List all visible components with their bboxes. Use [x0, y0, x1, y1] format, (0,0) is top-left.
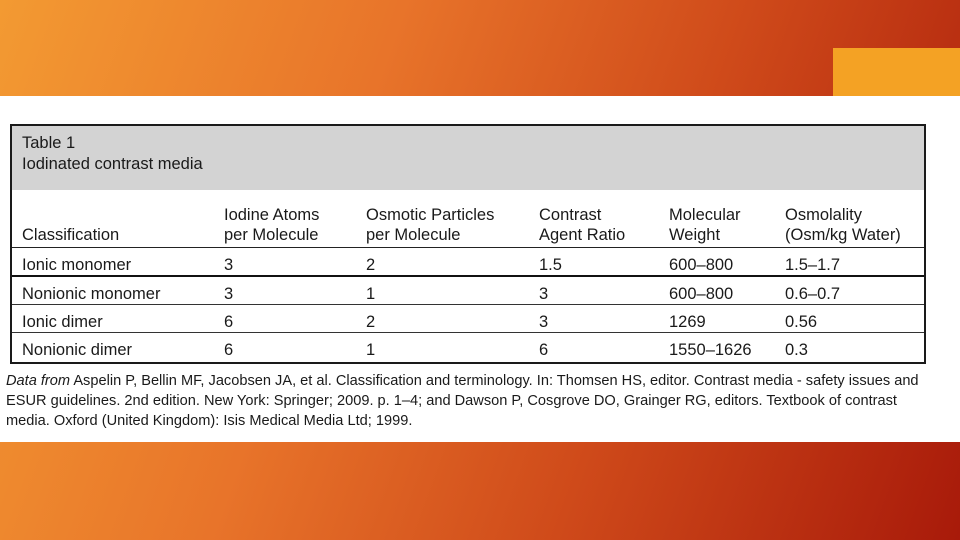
contrast-media-table	[10, 124, 926, 364]
cell-osmotic-particles: 2	[356, 248, 529, 277]
cell-classification: Nonionic monomer	[12, 276, 214, 305]
table-row	[12, 276, 924, 305]
cell-iodine-atoms: 3	[214, 276, 356, 305]
cell-contrast-ratio: 3	[529, 305, 659, 333]
header-row	[12, 190, 924, 248]
table-title: Iodinated contrast media	[22, 155, 203, 173]
header-contrast-ratio: Contrast Agent Ratio	[529, 190, 659, 248]
table-label: Table 1	[22, 134, 76, 152]
cell-contrast-ratio: 6	[539, 341, 549, 359]
header-osmotic-particles: Osmotic Particles per Molecule	[356, 190, 529, 248]
cell-molecular-weight: 600–800	[659, 276, 775, 305]
accent-block	[833, 48, 960, 96]
cell-classification: Ionic dimer	[12, 305, 214, 333]
header-iodine-atoms: Iodine Atoms per Molecule	[214, 190, 356, 248]
cell-iodine-atoms: 3	[214, 248, 356, 277]
header-classification: Classification	[12, 190, 214, 248]
cell-iodine-atoms: 6	[224, 341, 234, 359]
cell-osmotic-particles: 2	[356, 305, 529, 333]
cell-molecular-weight: 1550–1626	[669, 341, 752, 359]
cell-classification: Ionic monomer	[12, 248, 214, 277]
data-table	[12, 190, 924, 360]
cell-molecular-weight: 1269	[659, 305, 775, 333]
cell-osmotic-particles: 1	[366, 341, 376, 359]
cell-osmolality: 0.56	[775, 305, 924, 333]
source-prefix: Data from	[6, 373, 71, 389]
header-molecular-weight: Molecular Weight	[659, 190, 775, 248]
cell-classification: Nonionic dimer	[22, 341, 133, 359]
cell-iodine-atoms: 6	[214, 305, 356, 333]
cell-contrast-ratio: 3	[529, 276, 659, 305]
table-caption	[12, 126, 924, 190]
cell-molecular-weight: 600–800	[659, 248, 775, 277]
cell-contrast-ratio: 1.5	[529, 248, 659, 277]
table-row	[12, 248, 924, 277]
cell-osmolality: 1.5–1.7	[775, 248, 924, 277]
source-note	[6, 371, 936, 431]
cell-osmolality: 0.6–0.7	[775, 276, 924, 305]
table-row	[12, 305, 924, 333]
table-row	[12, 333, 924, 361]
cell-osmotic-particles: 1	[356, 276, 529, 305]
header-osmolality: Osmolality (Osm/kg Water)	[775, 190, 924, 248]
source-text: Aspelin P, Bellin MF, Jacobsen JA, et al. Classification and terminology. In: Thomsen HS, editor. Contrast media - safety issues and ESUR guidelines. 2nd edition. New York: Springer; 2009. p. 1–4; and Dawson P, Cosgrove DO, Grainger RG, editors. Textbook of contrast media. Oxford (United Kingdom): Isis Medical Media Ltd; 1999.	[6, 373, 919, 429]
cell-osmolality: 0.3	[785, 341, 808, 359]
